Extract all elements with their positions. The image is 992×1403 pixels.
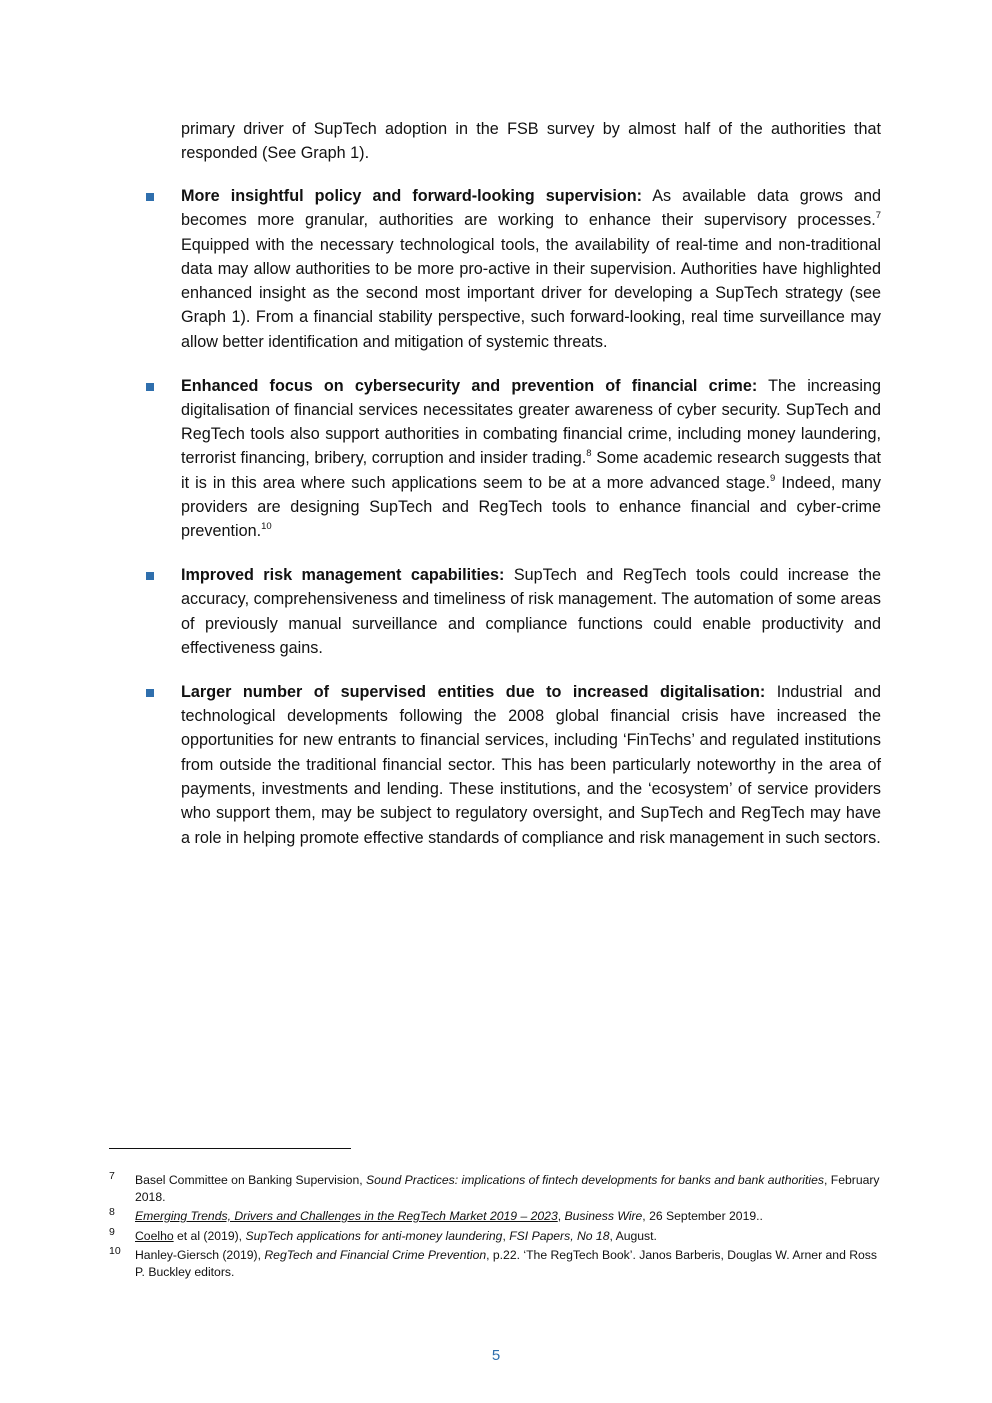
footnote-publication: Business Wire <box>564 1209 643 1223</box>
bullet-heading: More insightful policy and forward-looking supervision: <box>181 187 643 205</box>
footnote-title: RegTech and Financial Crime Prevention <box>264 1248 487 1262</box>
bullet-list <box>146 184 881 869</box>
square-bullet-icon <box>146 383 154 391</box>
footnote-title: SupTech applications for anti-money laundering <box>245 1228 503 1243</box>
footnote-separator <box>109 1148 351 1149</box>
footnote-number: 9 <box>109 1225 115 1238</box>
footnote-reference[interactable]: 8 <box>586 448 592 460</box>
bullet-heading: Enhanced focus on cybersecurity and prevention of financial crime: <box>181 376 758 395</box>
bullet-body: Equipped with the necessary technological tools, the availability of real-time and non-traditional data may allow authorities to be more pro-active in their supervision. Authorities have highlighted enhanced insight as the second most important driver for developing a SupTech strategy (see Graph 1). From a financial stability perspective, such forward-looking, real time surveillance may allow better identification and mitigation of systemic threats. <box>181 235 881 351</box>
footnote-link[interactable]: Emerging Trends, Drivers and Challenges in the RegTech Market 2019 – 2023 <box>135 1209 558 1223</box>
footnote-source: et al (2019), <box>173 1228 246 1243</box>
footnote-reference[interactable]: 10 <box>261 521 272 533</box>
bullet-body: SupTech and RegTech tools could increase the accuracy, comprehensiveness and timeliness of risk management. The automation of some areas of previously manual surveillance and compliance functions could enable productivity and effectiveness gains. <box>181 566 882 658</box>
bullet-item <box>146 563 881 660</box>
footnote-text <box>135 1248 877 1279</box>
footnote <box>109 1172 881 1205</box>
footnote <box>109 1225 881 1245</box>
footnote-number: 10 <box>109 1245 121 1257</box>
footnote-source: Hanley-Giersch (2019), <box>135 1248 265 1262</box>
footnote-text <box>135 1229 657 1243</box>
square-bullet-icon <box>146 193 154 201</box>
footnote-reference[interactable]: 9 <box>770 472 776 484</box>
footnote-details: , p.22. ‘The RegTech Book’. Janos Barberis, Douglas W. Arner and Ross P. Buckley editors. <box>135 1248 877 1279</box>
square-bullet-icon <box>146 689 154 697</box>
bullet-item <box>146 680 881 850</box>
footnote-date: , 26 September 2019.. <box>642 1209 763 1223</box>
footnote-text <box>135 1209 763 1223</box>
footnote-date: , February 2018. <box>135 1173 880 1204</box>
bullet-paragraph <box>181 184 881 354</box>
footnote-number: 8 <box>109 1206 115 1218</box>
footnote <box>109 1247 881 1280</box>
footnote-list <box>109 1172 881 1283</box>
footnote-separator-text: , <box>502 1228 510 1243</box>
footnote-source: Basel Committee on Banking Supervision, <box>135 1173 367 1187</box>
bullet-item <box>146 374 881 544</box>
bullet-body: Indeed, many providers are designing SupTech and RegTech tools to enhance financial and cyber-crime prevention. <box>181 473 881 541</box>
square-bullet-icon <box>146 572 154 580</box>
bullet-body: As available data grows and becomes more granular, authorities are working to enhance their supervisory processes. <box>181 187 882 230</box>
bullet-heading: Larger number of supervised entities due to increased digitalisation: <box>181 682 766 701</box>
intro-paragraph: primary driver of SupTech adoption in the FSB survey by almost half of the authorities that responded (See Graph 1). <box>181 120 881 163</box>
footnote-text <box>135 1173 880 1204</box>
footnote-title: Sound Practices: implications of fintech developments for banks and bank authorities <box>366 1173 824 1187</box>
bullet-heading: Improved risk management capabilities: <box>181 566 505 585</box>
footnote-reference[interactable]: 7 <box>875 210 881 222</box>
footnote-number: 7 <box>109 1170 115 1182</box>
bullet-paragraph <box>181 680 881 850</box>
bullet-item <box>146 184 881 354</box>
bullet-body: Some academic research suggests that it is in this area where such applications seem to be at a more advanced stage. <box>181 449 881 492</box>
bullet-paragraph <box>181 374 881 544</box>
footnote-separator-text: , <box>557 1209 565 1223</box>
bullet-body: Industrial and technological developments following the 2008 global financial crisis have increased the opportunities for new entrants to financial services, including ‘FinTechs’ and regulated institutions from outside the traditional financial sector. This has been particularly noteworthy in the area of payments, investments and lending. These institutions, and the ‘ecosystem’ of service providers who support them, may be subject to regulatory oversight, and SupTech and RegTech may have a role in helping promote effective standards of compliance and risk management in such sectors. <box>181 682 881 847</box>
page-number: 5 <box>491 1347 501 1364</box>
footnote-date: , August. <box>609 1228 657 1243</box>
bullet-body: The increasing digitalisation of financial services necessitates greater awareness of cyber security. SupTech and RegTech tools also support authorities in combating financial crime, including money laundering, terrorist financing, bribery, corruption and insider trading. <box>181 376 881 468</box>
footnote <box>109 1208 881 1225</box>
footnote-link[interactable]: Coelho <box>135 1228 174 1243</box>
footnote-publication: FSI Papers, No 18 <box>509 1228 610 1243</box>
bullet-paragraph <box>181 563 881 660</box>
